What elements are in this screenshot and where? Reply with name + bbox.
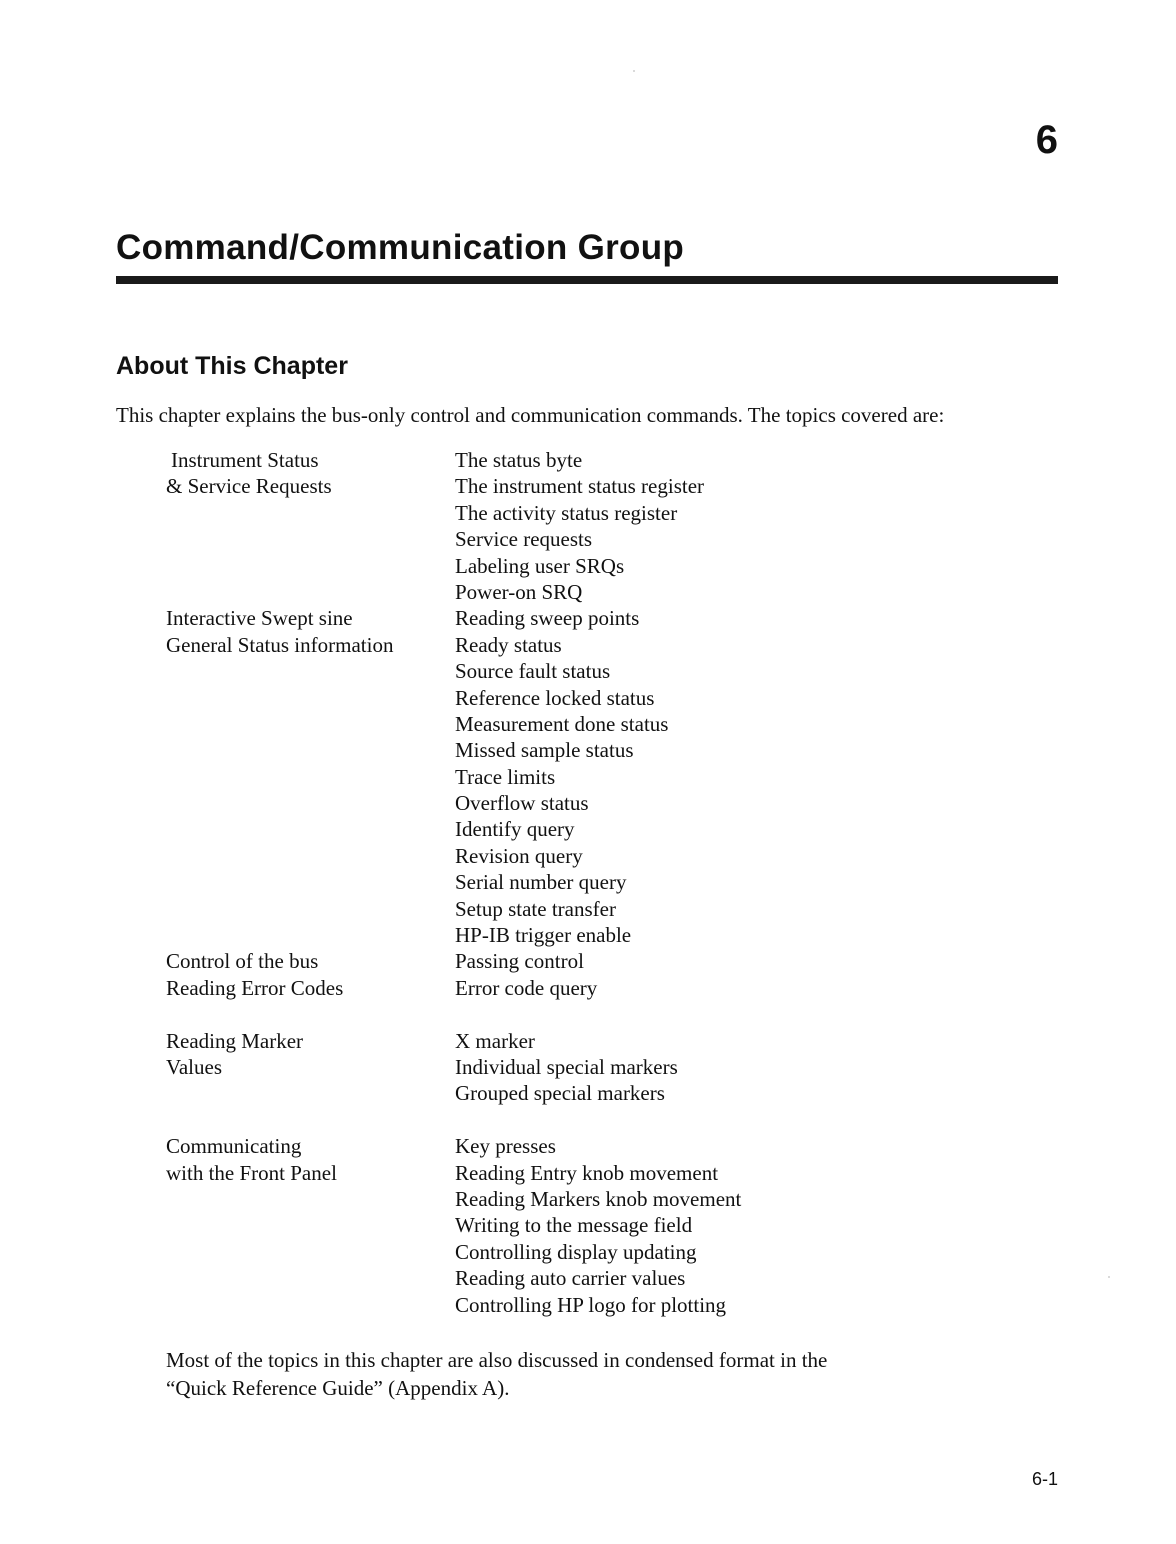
topic-group — [166, 632, 866, 949]
topic-items — [455, 632, 866, 949]
topic-category-line: Reading Marker — [166, 1028, 304, 1053]
topic-item: Reading Entry knob movement — [455, 1160, 719, 1185]
topic-item: Ready status — [455, 632, 562, 657]
topic-items — [455, 1133, 866, 1318]
topic-group — [166, 1133, 866, 1318]
closing-paragraph — [166, 1346, 1026, 1402]
topic-category — [166, 632, 455, 949]
topic-group — [166, 605, 866, 631]
topic-item: Revision query — [455, 843, 583, 868]
topic-item: Trace limits — [455, 764, 556, 789]
topic-items — [455, 975, 866, 1001]
topic-item: Key presses — [455, 1134, 556, 1159]
topic-category-line: Reading Error Codes — [166, 975, 344, 1000]
scan-speck — [633, 70, 635, 72]
topic-item: Error code query — [455, 975, 598, 1000]
page-number: 6-1 — [1031, 1469, 1058, 1489]
topic-category — [166, 948, 455, 974]
closing-line-2: “Quick Reference Guide” (Appendix A). — [166, 1376, 510, 1400]
topic-item: Reading Markers knob movement — [455, 1186, 742, 1211]
topic-category — [166, 975, 455, 1001]
topic-item: Reference locked status — [455, 685, 655, 710]
topic-item: X marker — [455, 1028, 535, 1053]
topic-item: Source fault status — [455, 659, 611, 684]
topic-item: Writing to the message field — [455, 1213, 693, 1238]
topic-item: Controlling display updating — [455, 1239, 697, 1264]
topic-item: Service requests — [455, 527, 593, 552]
chapter-title: Command/Communication Group — [116, 228, 685, 267]
topic-item: The status byte — [455, 448, 583, 472]
topic-item: Missed sample status — [455, 738, 634, 763]
scan-speck — [1108, 1276, 1110, 1278]
topic-item: The instrument status register — [455, 474, 705, 499]
topic-item: Measurement done status — [455, 711, 669, 736]
topic-category — [166, 605, 455, 631]
topic-group — [166, 1028, 866, 1107]
topic-group — [166, 975, 866, 1001]
topic-item: Grouped special markers — [455, 1081, 665, 1106]
topic-category-line: Control of the bus — [166, 949, 319, 974]
topic-category-line: Values — [166, 1054, 222, 1079]
topic-item: HP-IB trigger enable — [455, 923, 632, 948]
topic-items — [455, 447, 866, 605]
topic-items — [455, 605, 866, 631]
topic-item: Overflow status — [455, 791, 589, 816]
closing-line-1: Most of the topics in this chapter are also discussed in condensed format in the — [166, 1348, 828, 1372]
topic-item: Individual special markers — [455, 1054, 678, 1079]
topic-category — [166, 1028, 455, 1107]
topic-category — [166, 447, 455, 605]
intro-paragraph: This chapter explains the bus-only control and communication commands. The topics covered are: — [116, 403, 945, 427]
chapter-number: 6 — [1035, 118, 1058, 162]
topic-category-line: Interactive Swept sine — [166, 606, 353, 631]
topic-group — [166, 948, 866, 974]
topic-category-line: Communicating — [166, 1134, 302, 1159]
topic-item: Serial number query — [455, 870, 627, 895]
topic-item: Identify query — [455, 817, 575, 842]
topic-category — [166, 1133, 455, 1318]
topics-table — [166, 447, 866, 1318]
topic-category-line: with the Front Panel — [166, 1160, 337, 1185]
topic-items — [455, 948, 866, 974]
topic-item: Setup state transfer — [455, 896, 616, 921]
topic-item: Reading sweep points — [455, 606, 640, 631]
topic-item: Reading auto carrier values — [455, 1266, 686, 1291]
topic-category-line: & Service Requests — [166, 474, 332, 499]
topic-item: Power-on SRQ — [455, 579, 583, 604]
topic-item: Labeling user SRQs — [455, 553, 625, 578]
section-heading: About This Chapter — [116, 352, 348, 380]
topic-group — [166, 447, 866, 605]
topic-items — [455, 1028, 866, 1107]
topic-category-line: General Status information — [166, 632, 394, 657]
title-rule — [116, 276, 1058, 284]
topic-item: The activity status register — [455, 500, 678, 525]
topic-item: Controlling HP logo for plotting — [455, 1292, 727, 1317]
topic-item: Passing control — [455, 949, 584, 974]
topic-category-line: Instrument Status — [171, 448, 319, 472]
